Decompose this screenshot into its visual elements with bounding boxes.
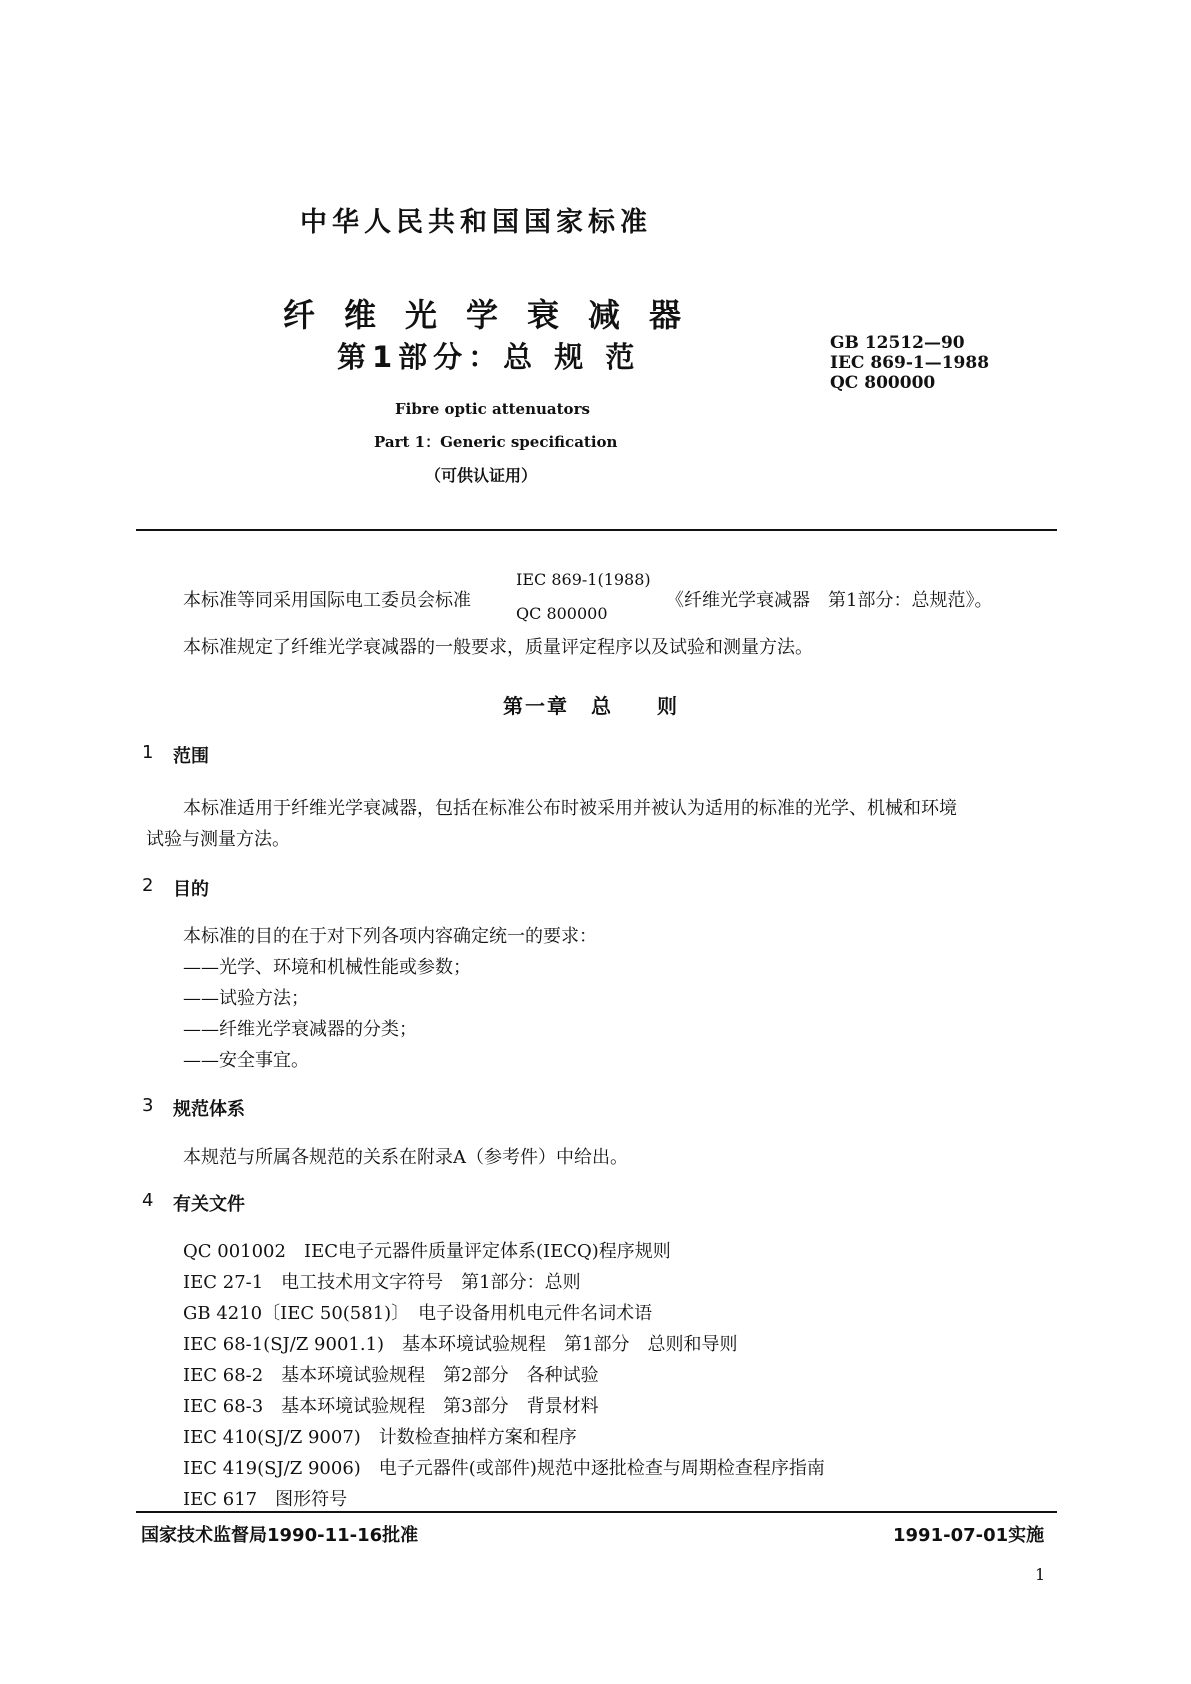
- intro-paragraph-2: 本标准规定了纤维光学衰减器的一般要求，质量评定程序以及试验和测量方法。: [183, 637, 813, 658]
- document-ref: IEC 27-1 电工技术用文字符号 第1部分：总则: [183, 1272, 581, 1293]
- english-subtitle: Part 1：Generic specification: [374, 433, 618, 451]
- document-ref: GB 4210〔IEC 50(581)〕 电子设备用机电元件名词术语: [183, 1303, 653, 1324]
- purpose-item: ——纤维光学衰减器的分类；: [183, 1019, 417, 1040]
- footer-divider: [136, 1511, 1057, 1513]
- document-title: 纤维光学衰减器: [283, 296, 711, 334]
- intro-prefix: 本标准等同采用国际电工委员会标准: [183, 590, 471, 611]
- document-ref: IEC 419(SJ/Z 9006) 电子元器件(或部件)规范中逐批检查与周期检查程序指南: [183, 1458, 825, 1479]
- certification-note: （可供认证用）: [425, 466, 538, 485]
- header-divider: [136, 529, 1057, 531]
- qc-code: QC 800000: [830, 373, 936, 393]
- section-title: 范围: [173, 746, 209, 767]
- section-title: 目的: [173, 879, 209, 900]
- intro-ref-bottom: QC 800000: [516, 604, 608, 623]
- document-subtitle: 第1部分：总 规 范: [337, 340, 641, 374]
- approval-date: 国家技术监督局1990-11-16批准: [141, 1525, 419, 1546]
- document-ref: IEC 68-1(SJ/Z 9001.1) 基本环境试验规程 第1部分 总则和导则: [183, 1334, 738, 1355]
- english-title: Fibre optic attenuators: [395, 400, 590, 418]
- section-number: 1: [142, 742, 154, 763]
- scope-line: 本标准适用于纤维光学衰减器，包括在标准公布时被采用并被认为适用的标准的光学、机械和环境: [183, 798, 957, 819]
- section-title: 规范体系: [173, 1099, 245, 1120]
- document-ref: IEC 617 图形符号: [183, 1489, 348, 1510]
- purpose-intro: 本标准的目的在于对下列各项内容确定统一的要求：: [183, 926, 597, 947]
- purpose-item: ——光学、环境和机械性能或参数；: [183, 957, 471, 978]
- section-title: 有关文件: [173, 1194, 245, 1215]
- system-text: 本规范与所属各规范的关系在附录A（参考件）中给出。: [183, 1147, 628, 1168]
- section-number: 4: [142, 1190, 154, 1211]
- purpose-item: ——试验方法；: [183, 988, 309, 1009]
- document-ref: IEC 68-2 基本环境试验规程 第2部分 各种试验: [183, 1365, 599, 1386]
- chapter-heading: 第一章 总 则: [503, 694, 679, 718]
- gb-code: GB 12512—90: [830, 333, 965, 353]
- implementation-date: 1991-07-01实施: [893, 1525, 1045, 1546]
- intro-ref-top: IEC 869-1(1988): [516, 570, 651, 589]
- purpose-item: ——安全事宜。: [183, 1050, 309, 1071]
- iec-code: IEC 869-1—1988: [830, 353, 990, 373]
- national-standard-header: 中华人民共和国国家标准: [300, 207, 652, 238]
- intro-suffix: 《纤维光学衰减器 第1部分：总规范》。: [666, 590, 993, 611]
- document-ref: IEC 410(SJ/Z 9007) 计数检查抽样方案和程序: [183, 1427, 577, 1448]
- section-number: 2: [142, 875, 154, 896]
- standard-codes: [830, 333, 989, 393]
- document-ref: QC 001002 IEC电子元器件质量评定体系(IECQ)程序规则: [183, 1241, 671, 1262]
- document-ref: IEC 68-3 基本环境试验规程 第3部分 背景材料: [183, 1396, 599, 1417]
- scope-line: 试验与测量方法。: [146, 829, 290, 850]
- page-number: 1: [1035, 1565, 1046, 1584]
- section-number: 3: [142, 1095, 154, 1116]
